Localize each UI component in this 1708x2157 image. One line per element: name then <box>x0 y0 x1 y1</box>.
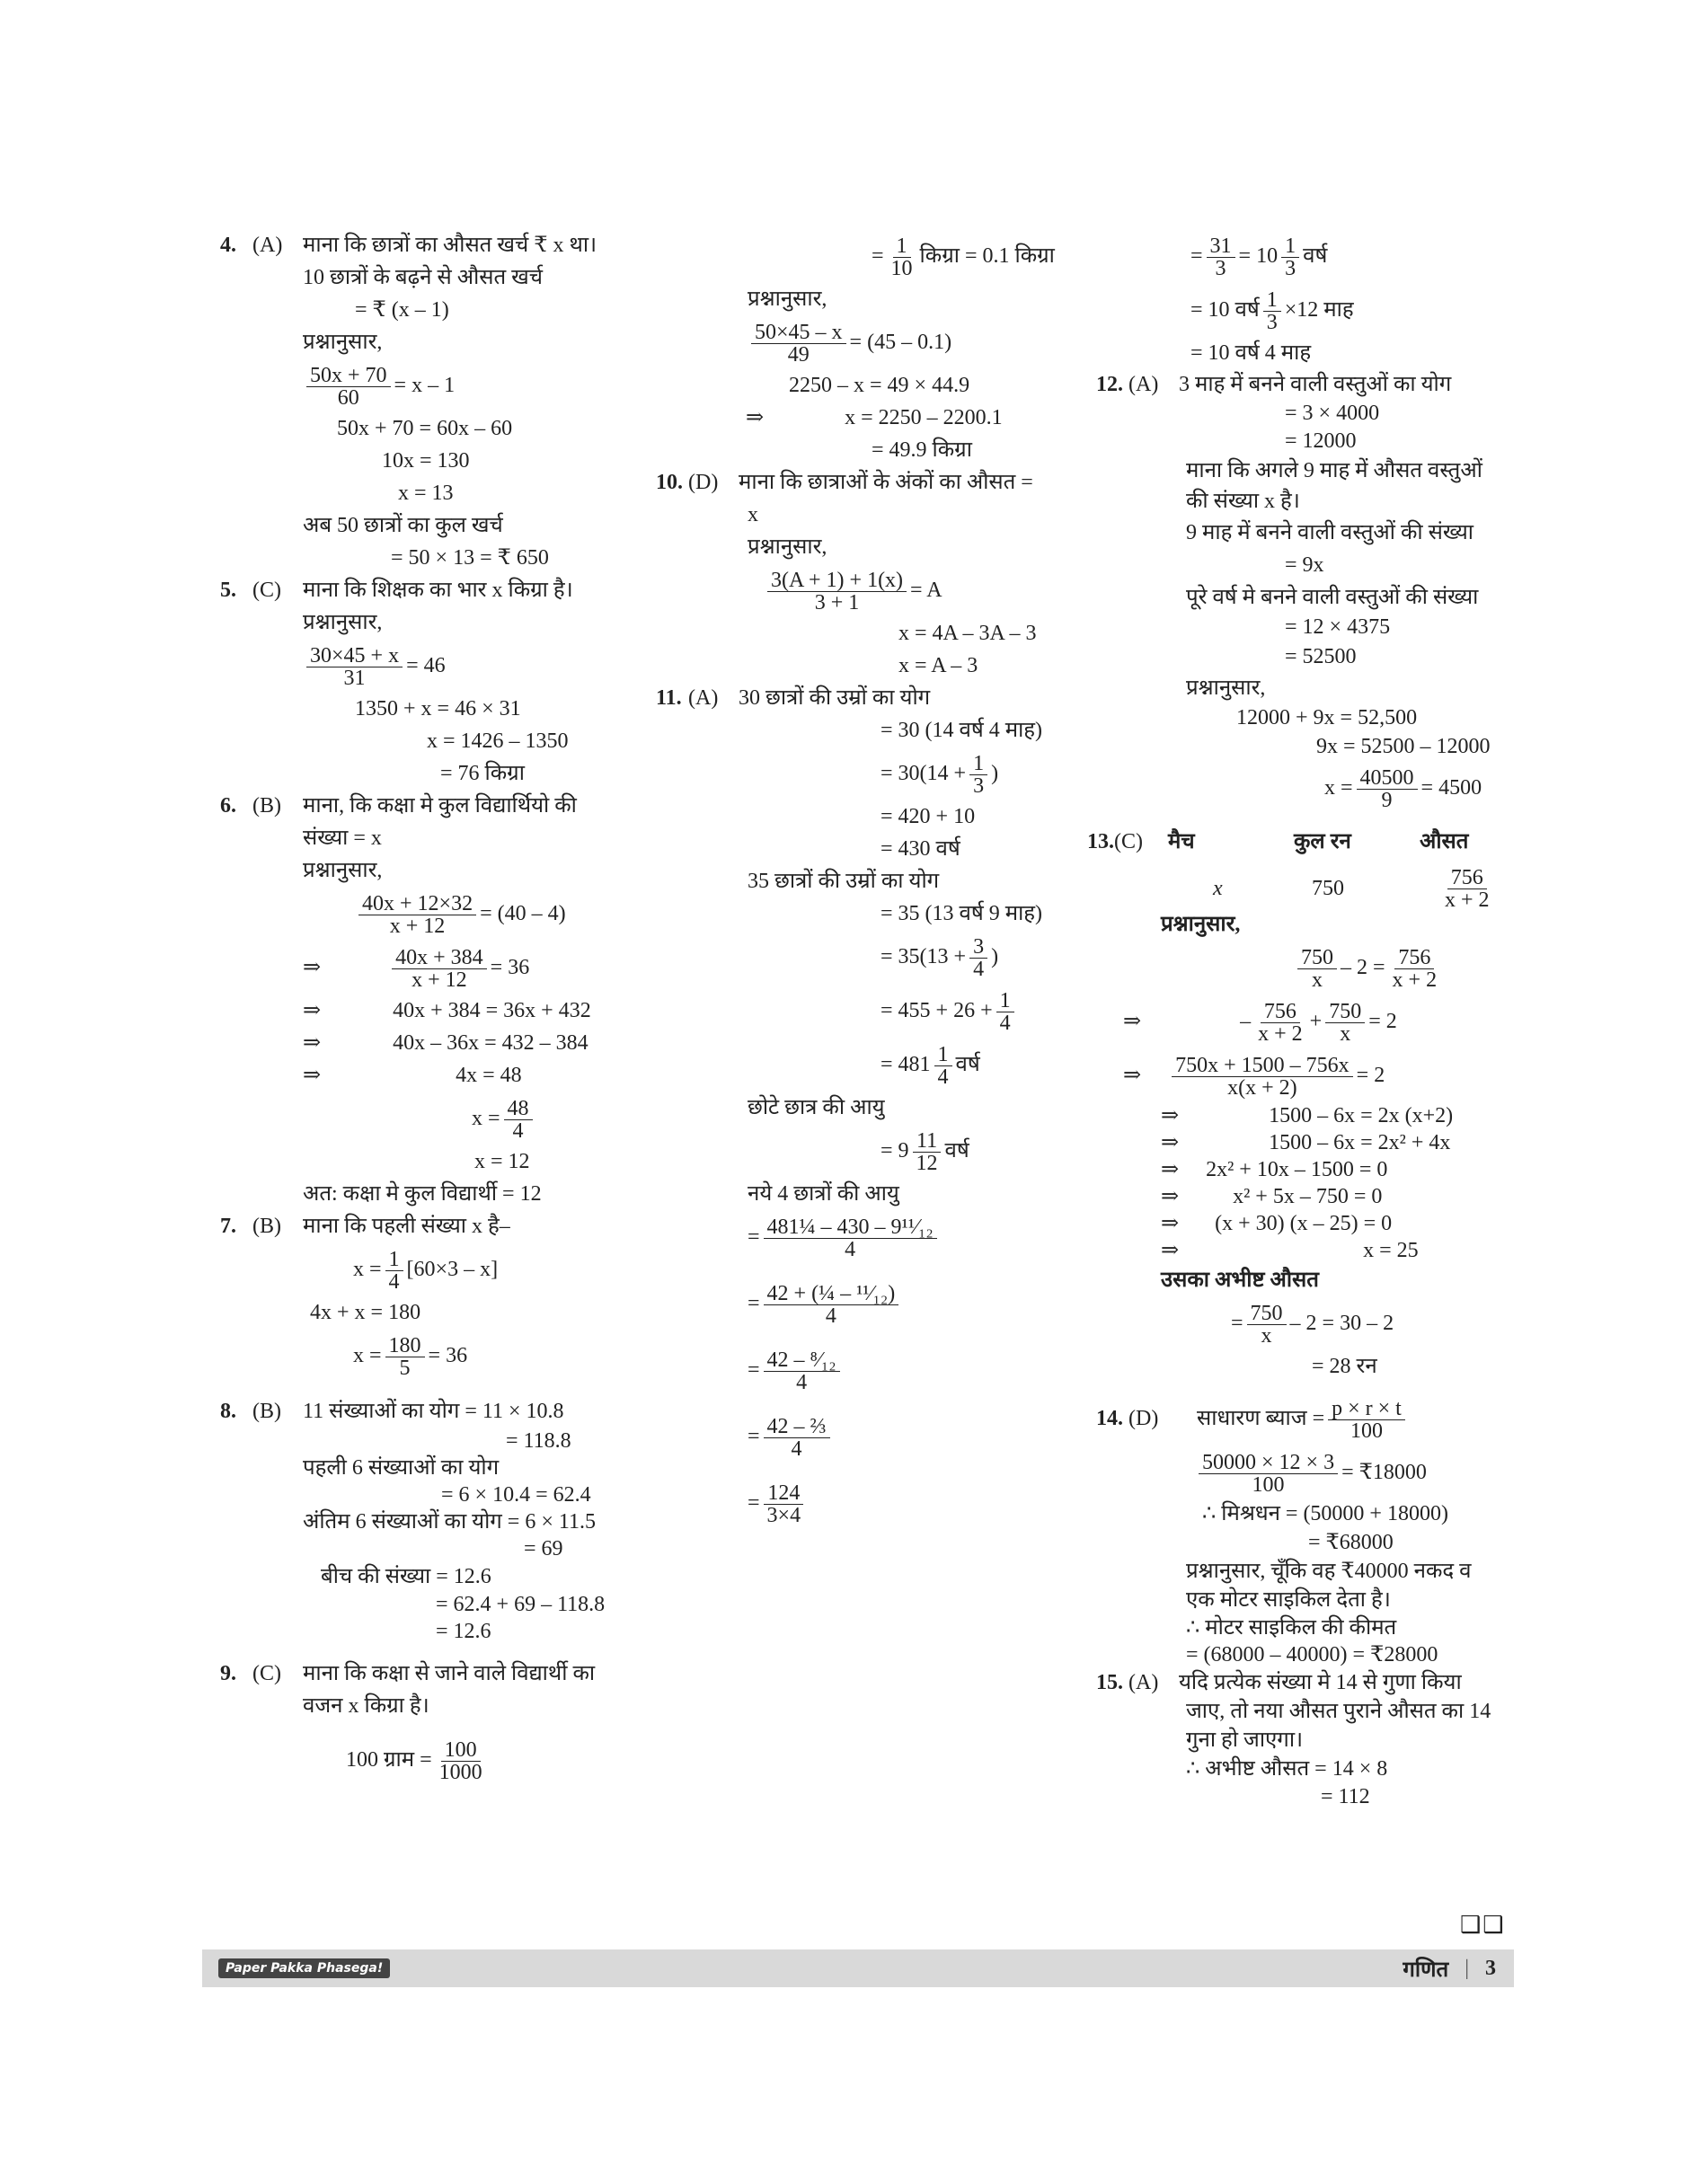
footer-separator: | <box>1465 1956 1469 1980</box>
page-footer <box>202 1949 1514 1987</box>
end-of-section-mark: ❑❑ <box>1460 1912 1506 1939</box>
question-7: 7. (B) माना कि पहली संख्या x है– x = $\frac{1}{4}$ [60×3 – x] 4x + x = 180 x = $\frac{180}{5}$ = 36 <box>220 1215 510 1380</box>
question-15: 15. (A) यदि प्रत्येक संख्या मे 14 से गुणा किया जाए, तो नया औसत पुराने औसत का 14 गुना हो जाएगा। ∴ अभीष्ट औसत = 14 × 8 = 112 <box>1096 1671 1491 1808</box>
question-14: 14. (D) साधारण ब्याज = $\frac{p \times r \times t}{100}$ $\frac{50000 \times 12 \times 3}{100}$ = ₹18000 ∴ मिश्रधन = (50000 + 18000) = ₹68000 प्रश्नानुसार, चूँकि वह ₹40000 नकद व एक मोटर साइकिल देता है। ∴ मोटर साइकिल की कीमत = (68000 – 40000) = ₹28000 <box>1096 1396 1472 1666</box>
question-8: 8. (B) 11 संख्याओं का योग = 11 × 10.8 = 118.8 पहली 6 संख्याओं का योग = 6 × 10.4 = 62.4 अंतिम 6 संख्याओं का योग = 6 × 11.5 = 69 बीच की संख्या = 12.6 = 62.4 + 69 – 118.8 = 12.6 <box>220 1400 606 1643</box>
question-9-continued: = $\frac{1}{10}$ किग्रा = 0.1 किग्रा प्रश्नानुसार, $\frac{50\times 45 - x}{49}$ = (45 – 0.1) 2250 – x = 49 × 44.9 ⇒ x = 2250 – 2200.1 = 49.9 किग्रा <box>746 234 1055 462</box>
question-10: 10. (D) माना कि छात्राओं के अंकों का औसत = x प्रश्नानुसार, $\frac{3(A + 1) + 1(x)}{3 + 1}$ = A x = 4A – 3A – 3 x = A – 3 <box>656 471 1037 677</box>
question-12: 12. (A) 3 माह में बनने वाली वस्तुओं का योग = 3 × 4000 = 12000 माना कि अगले 9 माह में औसत वस्तुओं की संख्या x है। 9 माह में बनने वाली वस्तुओं की संख्या = 9x पूरे वर्ष मे बनने वाली वस्तुओं की संख्या = 12 × 4375 = 52500 प्रश्नानुसार, 12000 + 9x = 52,500 9x = 52500 – 12000 x = $\frac{40500}{9}$ = 4500 <box>1096 373 1491 812</box>
question-13: 13. (C) मैच कुल रन औसत x 750 $\frac{756}{x + 2}$ प्रश्नानुसार, $\frac{750}{x}$ – 2 = $\frac{756}{x + 2}$ ⇒ – $\frac{756}{x + 2}$ + $\frac{750}{x}$ = 2 ⇒ $\frac{750x + 1500 - 756x}{x(x + 2)}$ = 2 ⇒ 1500 – 6x = 2x (x+2) ⇒ 1500 – 6x = 2x² + 4x ⇒ 2x² + 10x – 1500 = 0 ⇒ x² + 5x – 750 = 0 ⇒ (x + 30) (x – 25) = 0 ⇒ x = 25 उसका अभीष्ट औसत = $\frac{750}{x}$ – 2 = 30 – 2 = 28 रन <box>1087 830 1490 1378</box>
subject-label: गणित <box>1403 1958 1449 1982</box>
question-11-continued: = $\frac{31}{3}$ = 10 $\frac{1}{3}$ वर्ष = 10 वर्ष $\frac{1}{3}$ ×12 माह = 10 वर्ष 4 माह <box>1190 234 1354 365</box>
column-2 <box>656 229 1078 1530</box>
column-1 <box>220 229 633 1787</box>
question-9: 9. (C) माना कि कक्षा से जाने वाले विद्यार्थी का वजन x किग्रा है। 100 ग्राम = $\frac{100}{1000}$ <box>220 1662 596 1784</box>
question-4: 4. (A) माना कि छात्रों का औसत खर्च ₹ x था। 10 छात्रों के बढ़ने से औसत खर्च = ₹ (x – 1) प्रश्नानुसार, $\frac{50x + 70}{60}$ = x – 1 50x + 70 = 60x – 60 10x = 130 x = 13 अब 50 छात्रों का कुल खर्च = 50 × 13 = ₹ 650 <box>220 229 633 574</box>
fraction-line: $\frac{50x + 70}{60}$ = x – 1 <box>220 358 633 412</box>
column-3 <box>1087 229 1518 1810</box>
question-6: 6. (B) माना, कि कक्षा मे कुल विद्यार्थियो की संख्या = x प्रश्नानुसार, $\frac{40x + 12\times 32}{x + 12}$ = (40 – 4) ⇒ $\frac{40x + 384}{x + 12}$ = 36 ⇒ 40x + 384 = 36x + 432 ⇒ 40x – 36x = 432 – 384 ⇒ 4x = 48 x = $\frac{48}{4}$ x = 12 अत: कक्षा मे कुल विद्यार्थी = 12 <box>220 794 591 1206</box>
question-11: 11. (A) 30 छात्रों की उम्रों का योग = 30 (14 वर्ष 4 माह) = 30(14 + $\frac{1}{3}$ ) = 420 + 10 = 430 वर्ष 35 छात्रों की उम्रों का योग = 35 (13 वर्ष 9 माह) = 35(13 + $\frac{3}{4}$ ) = 455 + 26 + $\frac{1}{4}$ = 481 $\frac{1}{4}$ वर्ष छोटे छात्र की आयु = 9 $\frac{11}{12}$ वर्ष नये 4 छात्रों की आयु = $\frac{\text{481¼ – 430 – 9¹¹⁄₁₂}}{4}$ = $\frac{\text{42 + (¼ – ¹¹⁄₁₂)}}{4}$ = $\frac{\text{42 – ⁸⁄₁₂}}{4}$ = $\frac{\text{42 – ⅔}}{4}$ = $\frac{124}{3\times 4}$ <box>656 686 1043 1527</box>
brand-logo: Paper Pakka Phasega! <box>218 1958 390 1978</box>
page-number: 3 <box>1485 1956 1496 1980</box>
footer-subject-page <box>1403 1954 1496 1984</box>
question-5: 5. (C) माना कि शिक्षक का भार x किग्रा है। प्रश्नानुसार, $\frac{30\times 45 + x}{31}$ = 46 1350 + x = 46 × 31 x = 1426 – 1350 = 76 किग्रा <box>220 579 573 785</box>
